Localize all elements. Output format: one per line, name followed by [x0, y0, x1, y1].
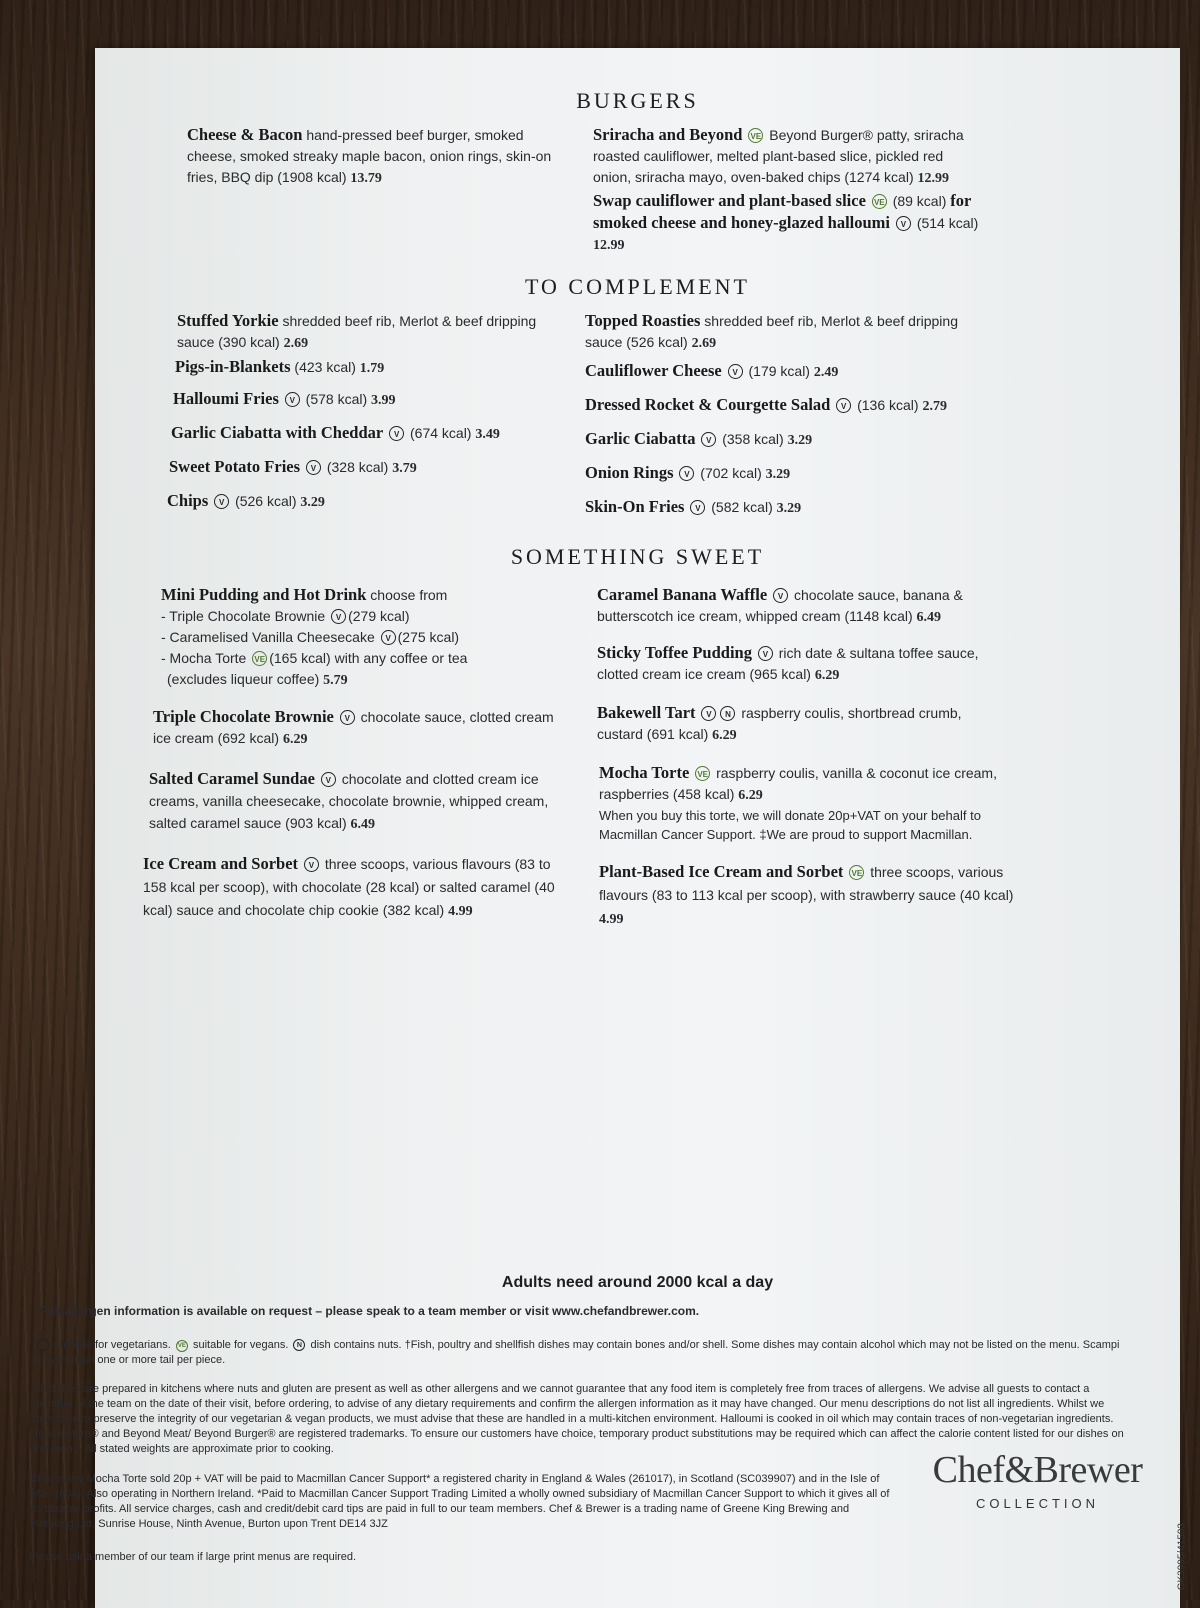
item-name: Garlic Ciabatta — [585, 429, 696, 448]
item-desc: chocolate and clotted cream ice creams, vanilla cheesecake, chocolate brownie, whipped cream, salted caramel sauce (903 kcal) — [149, 771, 549, 831]
item-name: Swap cauliflower and plant-based slice — [593, 191, 866, 210]
vegetarian-icon: V — [690, 500, 705, 515]
macmillan-note: When you buy this torte, we will donate 20p+VAT on your behalf to Macmillan Cancer Support. ‡We are proud to support Macmillan. — [599, 808, 981, 842]
item-name: Halloumi Fries — [173, 389, 279, 408]
vegetarian-icon: V — [728, 364, 743, 379]
item-price: 13.79 — [350, 171, 382, 186]
vegan-icon: VE — [176, 1340, 188, 1352]
chef-brewer-logo — [920, 1448, 1155, 1511]
item-price: 2.69 — [691, 336, 717, 351]
vegetarian-icon: V — [773, 588, 788, 603]
item-name: Topped Roasties — [585, 311, 701, 330]
vegetarian-icon: V — [331, 609, 346, 624]
section-title-complement: TO COMPLEMENT — [525, 274, 750, 299]
item-price: 1.79 — [359, 361, 385, 376]
nuts-icon: N — [293, 1339, 305, 1351]
vegetarian-icon: V — [321, 772, 336, 787]
item-desc: raspberry coulis, shortbread crumb, custard (691 kcal) — [597, 705, 962, 742]
option-note — [161, 669, 561, 691]
item-name: Plant-Based Ice Cream and Sorbet — [599, 862, 844, 881]
item-price: 3.29 — [787, 433, 813, 448]
vegetarian-icon: V — [214, 494, 229, 509]
item-desc: hand-pressed beef burger, smoked cheese, smoked streaky maple bacon, onion rings, skin-on fries, BBQ dip (1908 kcal) — [187, 127, 552, 185]
menu-item-garlic-ciabatta — [585, 428, 995, 451]
item-desc: (702 kcal) — [700, 465, 762, 481]
vegetarian-icon: V — [701, 706, 716, 721]
option-label: - Mocha Torte — [161, 650, 247, 666]
vegetarian-icon: V — [679, 466, 694, 481]
menu-item-mocha-torte — [599, 762, 1009, 844]
logo-wordmark: Chef&Brewer — [932, 1449, 1143, 1491]
menu-item-salted-caramel-sundae — [149, 768, 559, 836]
item-desc: rich date & sultana toffee sauce, clotted cream ice cream (965 kcal) — [597, 645, 979, 682]
item-price: 3.29 — [776, 501, 802, 516]
option-note-text: (excludes liqueur coffee) — [167, 671, 320, 687]
item-price: 12.99 — [593, 238, 625, 253]
item-desc: three scoops, various flavours (83 to 113 kcal per scoop), with strawberry sauce (40 kcal) — [599, 864, 1014, 903]
item-desc: (674 kcal) — [410, 425, 472, 441]
item-name: Bakewell Tart — [597, 703, 696, 722]
vegan-icon: VE — [695, 766, 710, 781]
section-title-burgers: BURGERS — [576, 88, 699, 113]
item-name: Stuffed Yorkie — [177, 311, 279, 330]
menu-item-pigs-in-blankets — [175, 356, 575, 379]
item-price: 12.99 — [917, 171, 950, 186]
option-brownie — [161, 606, 561, 627]
option-kcal: (165 kcal) with any coffee or tea — [269, 650, 468, 666]
menu-item-ice-cream-sorbet — [143, 852, 568, 923]
nuts-icon: N — [720, 706, 735, 721]
item-name: Mocha Torte — [599, 763, 690, 782]
menu-item-sweet-potato-fries — [169, 456, 569, 479]
item-desc: chocolate sauce, banana & butterscotch ice cream, whipped cream (1148 kcal) — [597, 587, 963, 624]
menu-item-triple-chocolate-brownie — [153, 706, 573, 750]
item-desc: raspberry coulis, vanilla & coconut ice cream, raspberries (458 kcal) — [599, 765, 997, 802]
item-price: 4.99 — [448, 904, 473, 919]
item-price: 3.29 — [765, 467, 791, 482]
option-cheesecake — [161, 627, 561, 648]
kcal-notice: Adults need around 2000 kcal a day — [501, 1274, 774, 1291]
item-price: 2.69 — [283, 336, 309, 351]
menu-item-cheese-bacon — [187, 124, 562, 189]
item-price: 6.49 — [350, 817, 376, 832]
item-desc: (328 kcal) — [326, 459, 389, 475]
item-name: Ice Cream and Sorbet — [143, 854, 299, 873]
vegetarian-icon: V — [340, 710, 355, 725]
menu-item-caramel-banana-waffle — [597, 584, 997, 628]
item-name: Garlic Ciabatta with Cheddar — [171, 423, 384, 442]
vegetarian-icon: V — [304, 857, 319, 872]
menu-item-chips — [167, 490, 567, 513]
item-desc: (582 kcal) — [711, 499, 773, 515]
item-price: 2.79 — [922, 399, 947, 414]
item-desc: Beyond Burger® patty, sriracha roasted cauliflower, melted plant-based slice, pickled red onion, sriracha mayo, oven-baked chips (1274 kcal) — [593, 127, 964, 185]
item-price: 2.49 — [813, 365, 839, 380]
menu-item-halloumi-fries — [173, 388, 573, 411]
item-desc: (578 kcal) — [305, 391, 368, 407]
allergy-disclaimer: All dishes are prepared in kitchens where nuts and gluten are present as well as other allergens and we cannot guarantee that any food item is completely free from traces of allergens. We advise all guests to contact a member of the team on the date of their visit, before ordering, to advise of any dietary requirements and confirm the allergen information as it may have changed. Our menu descriptions do not list all ingredients. Whilst we take care to preserve the integrity of our vegetarian & vegan products, we must advise that these are handled in a multi-kitchen environment. Halloumi is cooked in oil which may contain traces of non-vegetarian ingredients. Tenderstem® and Beyond Meat/ Beyond Burger® are registered trademarks. To ensure our customers have choice, temporary product substitutions may be required which can affect the calorie content listed for our dishes on the menu. All stated weights are approximate prior to cooking. — [33, 1383, 1124, 1455]
vegan-icon: VE — [748, 128, 763, 143]
menu-item-onion-rings — [585, 462, 995, 485]
menu-item-mini-pudding — [161, 584, 561, 691]
item-price: 6.29 — [814, 668, 840, 683]
vegetarian-icon: V — [389, 426, 404, 441]
item-price: 3.99 — [371, 393, 396, 408]
menu-item-plant-based-ice-cream — [599, 860, 1029, 931]
item-desc: (423 kcal) — [294, 359, 356, 375]
vegetarian-icon: V — [758, 646, 773, 661]
print-code: GK3995/41593 — [1176, 1523, 1187, 1591]
vegetarian-icon: V — [381, 630, 396, 645]
vegetarian-icon: V — [701, 432, 716, 447]
logo-collection: COLLECTION — [975, 1496, 1100, 1511]
vegetarian-icon: V — [306, 460, 321, 475]
item-desc: choose from — [370, 587, 448, 603]
item-price: 6.49 — [916, 610, 942, 625]
item-name: Caramel Banana Waffle — [597, 585, 768, 604]
option-kcal: (279 kcal) — [348, 608, 410, 624]
menu-item-swap-option — [593, 190, 988, 256]
item-desc: (179 kcal) — [748, 363, 810, 379]
item-name: Sweet Potato Fries — [169, 457, 301, 476]
item-price: 3.79 — [392, 461, 417, 476]
item-desc: chocolate sauce, clotted cream ice cream (692 kcal) — [153, 709, 554, 746]
item-name: Cheese & Bacon — [187, 125, 303, 144]
item-name: Chips — [167, 491, 209, 510]
item-name: Sticky Toffee Pudding — [597, 643, 752, 662]
item-name: Mini Pudding and Hot Drink — [161, 585, 367, 604]
item-name: Cauliflower Cheese — [585, 361, 722, 380]
item-name: Skin-On Fries — [585, 497, 685, 516]
menu-item-cauliflower-cheese — [585, 360, 995, 383]
vegetarian-icon: V — [37, 1339, 49, 1351]
vegan-icon: VE — [849, 865, 864, 880]
macmillan-disclaimer: ‡For every Mocha Torte sold 20p + VAT will be paid to Macmillan Cancer Support* a registered charity in England & Wales (261017), in Scotland (SC039907) and in the Isle of Man (604). Also operating in Northern Ireland. *Paid to Macmillan Cancer Support Trading Limited a wholly owned subsidiary of Macmillan Cancer Support to which it gives all of its taxable profits. All service charges, cash and credit/debit card tips are paid in full to our team members. Chef & Brewer is a trading name of Greene King Brewing and Retailing Ltd, Sunrise House, Ninth Avenue, Burton upon Trent DE14 3JZ — [31, 1473, 890, 1530]
item-name: Sriracha and Beyond — [593, 125, 743, 144]
option-kcal: (275 kcal) — [397, 629, 460, 645]
item-desc: (358 kcal) — [722, 431, 784, 447]
menu-item-topped-roasties — [585, 310, 995, 354]
menu-item-skin-on-fries — [585, 496, 995, 519]
vegetarian-icon: V — [836, 398, 851, 413]
item-desc: shredded beef rib, Merlot & beef dripping sauce (390 kcal) — [177, 313, 537, 350]
vegan-icon: VE — [252, 651, 267, 666]
option-mocha-torte — [161, 648, 561, 669]
menu-item-sriracha-beyond — [593, 124, 983, 189]
item-kcal: (89 kcal) — [892, 193, 947, 209]
section-title-sweet: SOMETHING SWEET — [510, 544, 765, 569]
item-price: 5.79 — [323, 673, 348, 688]
allergen-notice: Full allergen information is available on request – please speak to a team member or visit www.chefandbrewer.com. — [40, 1304, 700, 1318]
item-price: 6.29 — [738, 788, 763, 803]
item-price: 3.49 — [475, 427, 500, 442]
item-name: Triple Chocolate Brownie — [153, 707, 334, 726]
item-name: Dressed Rocket & Courgette Salad — [585, 395, 831, 414]
item-name: Pigs-in-Blankets — [175, 357, 291, 376]
menu-sheet — [29, 48, 1187, 1608]
item-desc: three scoops, various flavours (83 to 158 kcal per scoop), with chocolate (28 kcal) or salted caramel (40 kcal) sauce and chocolate chip cookie (382 kcal) — [143, 856, 555, 918]
item-price: 4.99 — [599, 912, 624, 927]
menu-item-garlic-ciabatta-cheddar — [171, 422, 591, 445]
item-price: 6.29 — [712, 728, 737, 743]
large-print-notice: Please ask a member of our team if large print menus are required. — [29, 1551, 357, 1563]
vegan-icon: VE — [872, 194, 887, 209]
key-vegetarian: suitable for vegetarians. — [54, 1339, 171, 1351]
option-label: - Caramelised Vanilla Cheesecake — [161, 629, 375, 645]
menu-item-bakewell-tart — [597, 702, 997, 746]
item-desc: (136 kcal) — [857, 397, 919, 413]
item-name: Onion Rings — [585, 463, 674, 482]
dietary-key — [35, 1338, 1125, 1368]
item-kcal: (514 kcal) — [916, 215, 979, 231]
item-desc: (526 kcal) — [235, 493, 297, 509]
item-price: 3.29 — [300, 495, 325, 510]
key-vegan: suitable for vegans. — [192, 1339, 289, 1351]
item-price: 6.29 — [282, 732, 308, 747]
item-name: Salted Caramel Sundae — [149, 769, 315, 788]
menu-item-rocket-courgette-salad — [585, 394, 1025, 417]
key-nuts: dish contains nuts. †Fish, poultry and shellfish dishes may contain bones and/or shell. Some dishes may contain alcohol which may not be listed on the menu. Scampi may contain one or more tail per piece. — [35, 1339, 1120, 1366]
vegetarian-icon: V — [285, 392, 300, 407]
menu-item-stuffed-yorkie — [177, 310, 572, 354]
vegetarian-icon: V — [896, 216, 911, 231]
option-label: - Triple Chocolate Brownie — [161, 608, 326, 624]
item-name-swap: for smoked cheese and honey-glazed halloumi — [593, 191, 972, 232]
menu-item-sticky-toffee-pudding — [597, 642, 997, 686]
item-desc: shredded beef rib, Merlot & beef dripping sauce (526 kcal) — [585, 313, 958, 350]
